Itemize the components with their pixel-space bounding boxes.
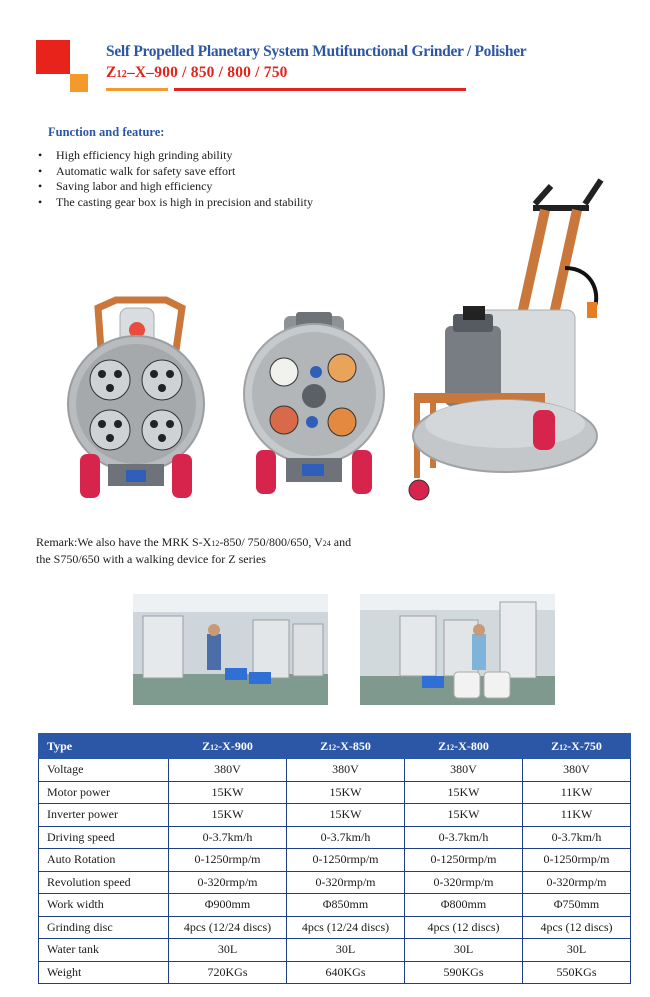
table-row xyxy=(39,916,631,939)
table-cell: 15KW xyxy=(287,781,405,804)
table-cell: 0-1250rmp/m xyxy=(287,849,405,872)
bullet-icon: • xyxy=(38,163,43,178)
title-underline-orange xyxy=(106,88,168,91)
title-model-z: Z xyxy=(106,64,117,81)
table-row xyxy=(39,871,631,894)
machine-underside-photo xyxy=(240,310,388,500)
row-label: Inverter power xyxy=(39,804,169,827)
table-row xyxy=(39,961,631,984)
table-cell: 0-1250rmp/m xyxy=(523,849,631,872)
table-cell: 0-3.7km/h xyxy=(523,826,631,849)
table-cell: 0-3.7km/h xyxy=(405,826,523,849)
table-row xyxy=(39,826,631,849)
remark-part-3: and the S750/650 with a walking device for Z series xyxy=(36,535,352,566)
header-type: Type xyxy=(39,734,169,759)
row-label: Driving speed xyxy=(39,826,169,849)
table-cell: 0-320rmp/m xyxy=(405,871,523,894)
table-row xyxy=(39,849,631,872)
table-cell: 0-320rmp/m xyxy=(169,871,287,894)
features-title: Function and feature: xyxy=(48,125,165,139)
remark-part-1: Remark:We also have the MRK S-X xyxy=(36,535,212,549)
remark-sub-2: 24 xyxy=(322,539,331,548)
table-cell: 11KW xyxy=(523,781,631,804)
table-cell: Φ850mm xyxy=(287,894,405,917)
table-cell: 30L xyxy=(405,939,523,962)
table-cell: Φ900mm xyxy=(169,894,287,917)
table-row xyxy=(39,759,631,782)
machine-side-photo xyxy=(405,178,605,508)
header-model: Z12-X-850 xyxy=(287,734,405,759)
title-model-sub: 12 xyxy=(116,69,127,80)
table-cell: 0-3.7km/h xyxy=(169,826,287,849)
table-cell: 640KGs xyxy=(287,961,405,984)
feature-text: Automatic walk for safety save effort xyxy=(56,163,236,178)
machine-front-photo xyxy=(62,294,210,502)
remark-sub-1: 12 xyxy=(211,539,220,548)
table-cell: 380V xyxy=(523,759,631,782)
table-cell: 0-1250rmp/m xyxy=(405,849,523,872)
feature-item xyxy=(38,179,313,195)
table-cell: 0-320rmp/m xyxy=(287,871,405,894)
row-label: Voltage xyxy=(39,759,169,782)
feature-text: Saving labor and high efficiency xyxy=(56,179,213,193)
row-label: Work width xyxy=(39,894,169,917)
table-cell: 15KW xyxy=(287,804,405,827)
table-cell: 4pcs (12 discs) xyxy=(405,916,523,939)
bullet-icon: • xyxy=(38,194,43,209)
row-label: Water tank xyxy=(39,939,169,962)
table-cell: 380V xyxy=(405,759,523,782)
row-label: Motor power xyxy=(39,781,169,804)
bullet-icon: • xyxy=(38,179,43,193)
table-cell: 0-3.7km/h xyxy=(287,826,405,849)
table-cell: 550KGs xyxy=(523,961,631,984)
table-row xyxy=(39,939,631,962)
table-cell: 380V xyxy=(287,759,405,782)
features-list xyxy=(38,148,313,210)
table-cell: 15KW xyxy=(169,804,287,827)
header-model: Z12-X-750 xyxy=(523,734,631,759)
table-cell: 0-1250rmp/m xyxy=(169,849,287,872)
factory-photo-1 xyxy=(133,594,328,705)
table-cell: 380V xyxy=(169,759,287,782)
table-cell: 720KGs xyxy=(169,961,287,984)
row-label: Weight xyxy=(39,961,169,984)
table-cell: 590KGs xyxy=(405,961,523,984)
table-cell: 15KW xyxy=(169,781,287,804)
header-model: Z12-X-900 xyxy=(169,734,287,759)
row-label: Revolution speed xyxy=(39,871,169,894)
table-cell: 4pcs (12/24 discs) xyxy=(287,916,405,939)
table-cell: 11KW xyxy=(523,804,631,827)
table-cell: 4pcs (12 discs) xyxy=(523,916,631,939)
title-line-1: Self Propelled Planetary System Mutifunctional Grinder / Polisher xyxy=(106,43,527,60)
header-model: Z12-X-800 xyxy=(405,734,523,759)
bullet-icon: • xyxy=(38,148,43,162)
logo-red-square xyxy=(36,40,70,74)
table-cell: 15KW xyxy=(405,781,523,804)
feature-item xyxy=(38,148,313,164)
remark-part-2: -850/ 750/800/650, V xyxy=(219,535,323,549)
table-row xyxy=(39,894,631,917)
logo-orange-square xyxy=(70,74,88,92)
row-label: Grinding disc xyxy=(39,916,169,939)
table-cell: 15KW xyxy=(405,804,523,827)
table-cell: 4pcs (12/24 discs) xyxy=(169,916,287,939)
title-underline-red xyxy=(174,88,466,91)
row-label: Auto Rotation xyxy=(39,849,169,872)
title-line-2 xyxy=(106,64,288,82)
table-cell: Φ800mm xyxy=(405,894,523,917)
spec-table xyxy=(38,733,631,984)
feature-text: The casting gear box is high in precision and stability xyxy=(56,194,313,209)
table-header-row xyxy=(39,734,631,759)
factory-photo-2 xyxy=(360,594,555,705)
feature-item xyxy=(38,195,313,211)
table-cell: Φ750mm xyxy=(523,894,631,917)
feature-text: High efficiency high grinding ability xyxy=(56,148,233,162)
table-cell: 0-320rmp/m xyxy=(523,871,631,894)
remark-text xyxy=(36,535,356,567)
table-row xyxy=(39,781,631,804)
table-cell: 30L xyxy=(523,939,631,962)
feature-item xyxy=(38,164,313,180)
title-model-rest: –X–900 / 850 / 800 / 750 xyxy=(126,64,288,81)
table-cell: 30L xyxy=(169,939,287,962)
table-cell: 30L xyxy=(287,939,405,962)
table-row xyxy=(39,804,631,827)
